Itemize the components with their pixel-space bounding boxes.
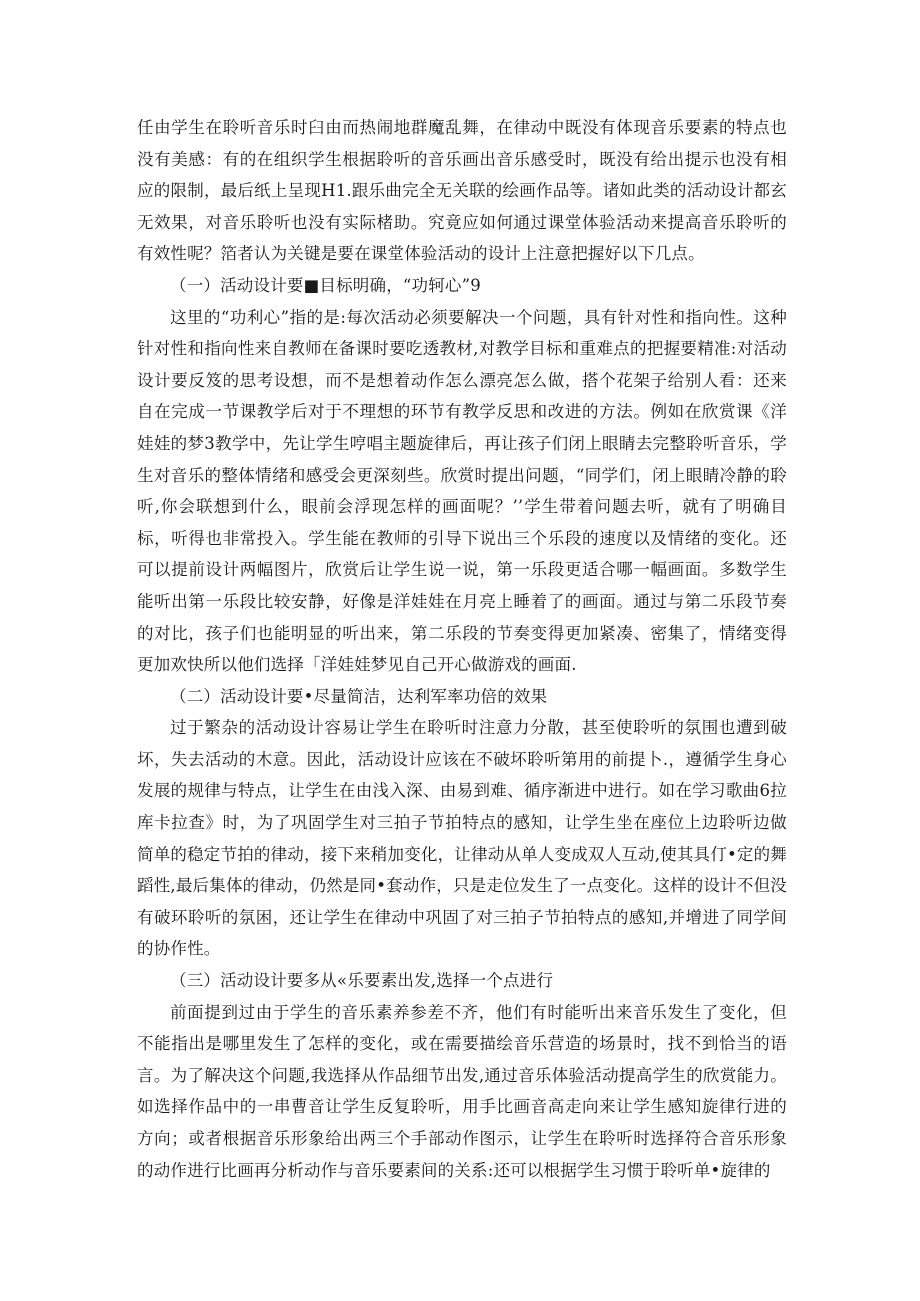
body-paragraph: 前面提到过由于学生的音乐素养参差不齐，他们有时能听出来音乐发生了变化，但不能指出是哪里发生了怎样的变化，或在需要描绘音乐营造的场景时，找不到恰当的语言。为了解决这个问题,我选择从作品细节出发,通过音乐体验活动提高学生的欣赏能力。如选择作品中的一串曹音让学生反复聆听，用手比画音高走向来让学生感知旋律行进的方向；或者根据音乐形象给出两三个手部动作图示，让学生在聆听时选择符合音乐形象的动作进行比画再分析动作与音乐要素间的关系:还可以根据学生习惯于聆听单•旋律的 — [137, 1002, 787, 1180]
body-paragraph: 任由学生在聆听音乐时臼由而热闹地群魔乱舞，在律动中既没有体现音乐要素的特点也没有美感：有的在组织学生根据聆听的音乐画出音乐感受时，既没有给出提示也没有相应的限制，最后纸上呈现H1.跟乐曲完全无关联的绘画作品等。诸如此类的活动设计都玄无效果，对音乐聆听也没有实际楮助。究竟应如何通过课堂体验活动来提高音乐聆听的有效性呢？箔者认为关键是要在课堂体验活动的设计上注意把握好以下几点。 — [137, 118, 787, 264]
section-heading-2: （二）活动设计要•尽量简洁，达利军率功倍的效果 — [170, 686, 548, 706]
body-paragraph: 过于繁杂的活动设计容易让学生在聆听时注意力分散，甚至使聆听的氛围也遭到破坏，失去活动的木意。因此，活动设计应该在不破坏聆听第用的前提卜.，遵循学生身心发展的规律与特点，让学生在由浅入深、由易到难、循序渐进中进行。如在学习歌曲6拉库卡拉查》时，为了巩固学生对三拍子节拍特点的感知，让学生坐在座位上边聆听边做简单的稳定节拍的律动，接下来稍加变化，让律动从单人变成双人互动,使其具仃•定的舞蹈性,最后集体的律动，仍然是同•套动作，只是走位发生了一点变化。这样的设计不但没有破环聆听的氛困，还让学生在律动中巩固了对三拍子节拍特点的感知,并增进了同学间的协作性。 — [137, 718, 787, 959]
body-paragraph: 这里的“功利心”指的是:每次活动必须要解决一个问题，具有针对性和指向性。这种针对性和指向性来自教师在备课时要吃透教材,对教学目标和重难点的把握要精准:对活动设计要反笈的思考设想，而不是想着动作怎么漂亮怎么做，搭个花架子给别人看：还来自在完成一节课教学后对于不理想的环节有教学反思和改进的方法。例如在欣赏课《洋娃娃的梦3教学中，先让学生哼唱主题旋律后，再让孩子们闭上眼睛去完整聆听音乐，学生对音乐的整体情绪和感受会更深刻些。欣赏时提出问题，“同学们，闭上眼睛冷静的聆听,你会联想到什么，眼前会浮现怎样的画面呢？’’学生带着问题去听，就有了明确目标，听得也非常投入。学生能在教师的引导下说出三个乐段的速度以及情绪的变化。还可以提前设计两幅图片，欣赏后让学生说一说，第一乐段更适合哪一幅画面。多数学生能听出第一乐段比较安静，好像是洋娃娃在月亮上睡着了的画面。通过与第二乐段节奏的对比，孩子们也能明显的听出来，第二乐段的节奏变得更加紧凑、密集了，情绪变得更加欢快所以他们选择「洋娃娃梦见自己开心做游戏的画面. — [137, 307, 787, 675]
section-heading-3: （三）活动设计要多从«乐要素出发,选择一个点进行 — [170, 971, 554, 991]
document-body — [137, 112, 787, 1186]
section-heading-1: （一）活动设计要■目标明确，“功轲心”9 — [170, 275, 481, 295]
